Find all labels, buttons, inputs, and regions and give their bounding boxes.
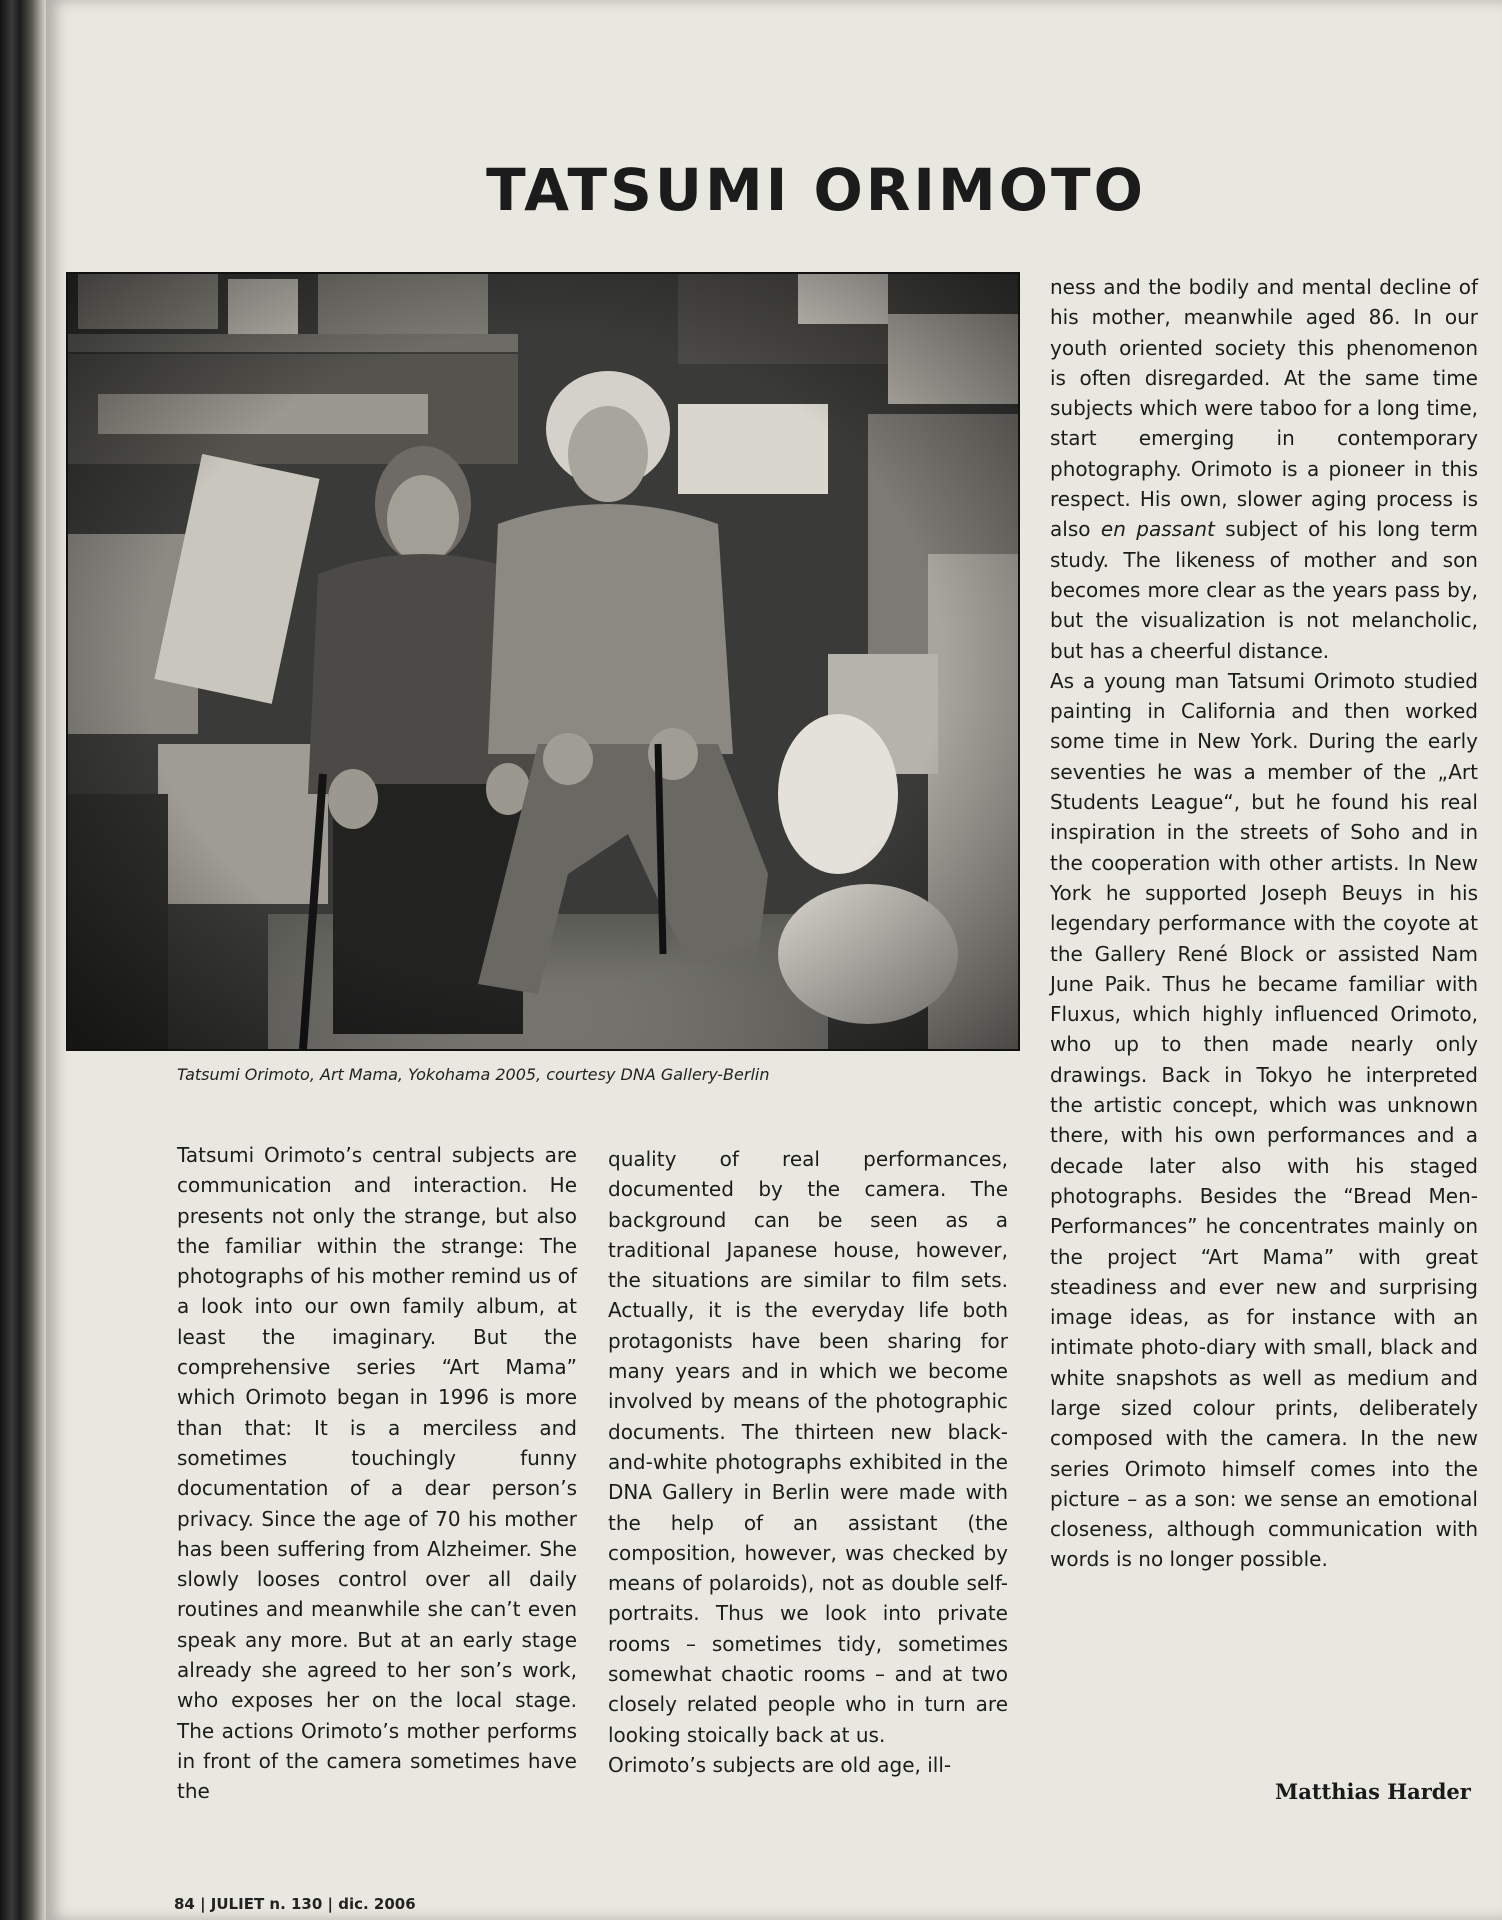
magazine-page (46, 0, 1502, 1920)
author-signature: Matthias Harder (1275, 1779, 1471, 1804)
page-footer-folio: 84 | JULIET n. 130 | dic. 2006 (174, 1895, 416, 1913)
book-spine (0, 0, 50, 1920)
text-column-3 (1050, 272, 1478, 1575)
column-2-paragraph-1: quality of real performances, documented by the camera. The background can be seen as a traditional Japanese house, however, the situations are similar to film sets. Actually, it is the everyday life both protagonists have been sharing for many years and in which we become involved by means of the photographic documents. The thirteen new black-and-white photographs exhibited in the DNA Gallery in Berlin were made with the help of an assistant (the composition, however, was checked by means of polaroids), not as double self-portraits. Thus we look into private rooms – sometimes tidy, sometimes somewhat chaotic rooms – and at two closely related people who in turn are looking stoically back at us. (608, 1147, 1008, 1747)
article-photo (66, 272, 1020, 1051)
en-passant-italic: en passant (1100, 517, 1215, 542)
photo-illustration (68, 274, 1018, 1049)
article-title: TATSUMI ORIMOTO (486, 156, 1146, 224)
text-column-2 (608, 1144, 1008, 1780)
column-1-paragraph: Tatsumi Orimoto’s central subjects are communication and interaction. He presents not only the strange, but also the familiar within the strange: The photographs of his mother remind us of a look into our own family album, at least the imaginary. But the comprehensive series “Art Mama” which Orimoto began in 1996 is more than that: It is a merciless and sometimes touchingly funny documentation of a dear person’s privacy. Since the age of 70 his mother has been suffering from Alzheimer. She slowly looses control over all daily routines and meanwhile she can’t even speak any more. But at an early stage already she agreed to her son’s work, who exposes her on the local stage. The actions Orimoto’s mother performs in front of the camera sometimes have the (177, 1143, 577, 1804)
column-2-paragraph-2: Orimoto’s subjects are old age, ill- (608, 1752, 952, 1777)
column-3-paragraph-1 (1050, 272, 1478, 666)
column-3-paragraph-2: As a young man Tatsumi Orimoto studied painting in California and then worked some time in New York. During the early seventies he was a member of the „Art Students League“, but he found his real inspiration in the streets of Soho and in the cooperation with other artists. In New York he supported Joseph Beuys in his legendary performance with the coyote at the Gallery René Block or assisted Nam June Paik. Thus he became familiar with Fluxus, which highly influenced Orimoto, who up to then made nearly only drawings. Back in Tokyo he interpreted the artistic concept, which was unknown there, with his own performances and a decade later also with his staged photographs. Besides the “Bread Men-Performances” he concentrates mainly on the project “Art Mama” with great steadiness and ever new and surprising image ideas, as for instance with an intimate photo-diary with small, black and white snapshots as well as medium and large sized colour prints, deliberately composed with the camera. In the new series Orimoto himself comes into the picture – as a son: we sense an emotional closeness, although communication with words is no longer possible. (1050, 668, 1478, 1572)
column-3-text-a: ness and the bodily and mental decline of his mother, meanwhile aged 86. In our youth oriented society this phenomenon is often disregarded. At the same time subjects which were taboo for a long time, start emerging in contemporary photography. Orimoto is a pioneer in this respect. His own, slower aging process is also (1050, 275, 1478, 542)
column-3-text-b: subject of his long term study. The likeness of mother and son becomes more clear as the years pass by, but the visualization is not melancholic, but has a cheerful distance. (1050, 517, 1479, 663)
photo-caption: Tatsumi Orimoto, Art Mama, Yokohama 2005, courtesy DNA Gallery-Berlin (177, 1065, 770, 1084)
text-column-1 (177, 1140, 577, 1807)
